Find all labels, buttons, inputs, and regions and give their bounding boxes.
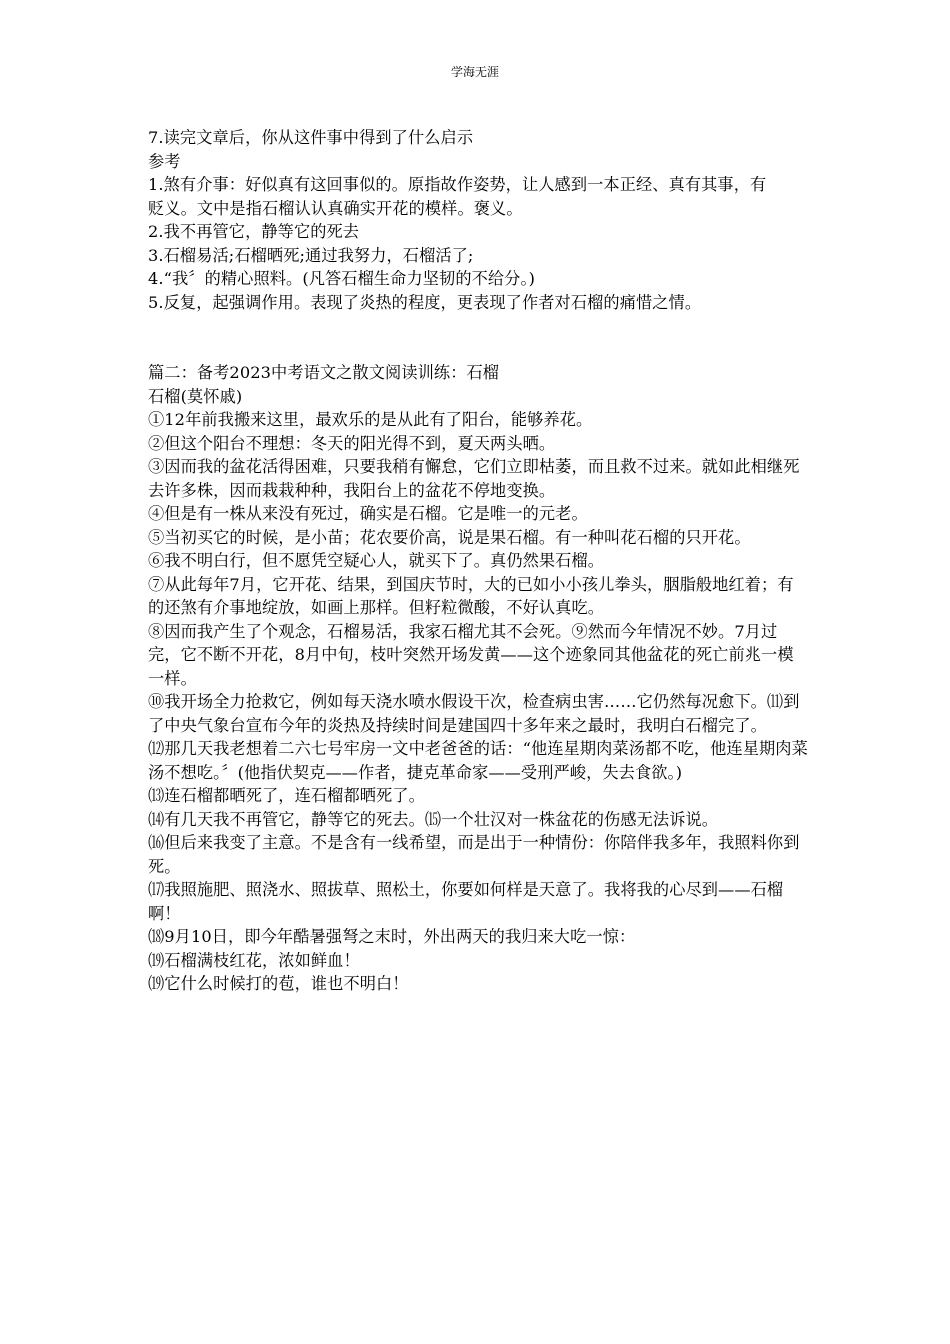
paragraph: ①12年前我搬来这里，最欢乐的是从此有了阳台，能够养花。 [148, 410, 593, 429]
answer-line: 5.反复，起强调作用。表现了炎热的程度，更表现了作者对石榴的痛惜之情。 [148, 292, 702, 312]
section-spacer [148, 314, 808, 361]
paragraph: ⒅9月10日，即今年酷暑强弩之末时，外出两天的我归来大吃一惊： [148, 927, 636, 946]
page-header: 学海无涯 [450, 65, 499, 79]
answer-heading: 参考 [148, 151, 181, 171]
paragraph: ⒀连石榴都晒死了，连石榴都晒死了。 [148, 786, 425, 805]
answer-line: 3.石榴易活;石榴晒死;通过我努力，石榴活了; [148, 245, 474, 265]
paragraph: ④但是有一株从来没有死过，确实是石榴。它是唯一的元老。 [148, 504, 588, 523]
paragraph: ⑤当初买它的时候，是小苗；花农要价高，说是果石榴。有一种叫花石榴的只开花。 [148, 527, 751, 547]
paragraph: ⒆石榴满枝红花，浓如鲜血！ [148, 950, 360, 970]
paragraph: ②但这个阳台不理想：冬天的阳光得不到，夏天两头晒。 [148, 433, 556, 453]
paragraph: ⒆它什么时候打的苞，谁也不明白！ [148, 974, 409, 993]
answer-line: 4.“我〞的精心照料。(凡答石榴生命力坚韧的不给分。) [148, 269, 536, 288]
answer-line: 贬义。文中是指石榴认认真确实开花的模样。褒义。 [148, 198, 523, 218]
paragraph: ⒄我照施肥、照浇水、照拔草、照松土，你要如何样是天意了。我将我的心尽到——石榴啊！ [148, 880, 784, 923]
article-title: 石榴(莫怀戚) [148, 386, 243, 406]
paragraph: ⒁有几天我不再管它，静等它的死去。⒂一个壮汉对一株盆花的伤感无法诉说。 [148, 809, 719, 829]
answer-line: 2.我不再管它，静等它的死去 [148, 222, 360, 241]
answer-line: 1.煞有介事：好似真有这回事似的。原指故作姿势，让人感到一本正经、真有其事，有 [148, 175, 767, 194]
section-title: 篇二：备考2023中考语文之散文阅读训练：石榴 [148, 363, 500, 382]
paragraph: ⑦从此每年7月，它开花、结果，到国庆节时，大的已如小小孩儿拳头，胭脂般地红着；有的还煞有介事地绽放，如画上那样。但籽粒微酸，不好认真吃。 [148, 574, 794, 617]
document-body [148, 126, 808, 996]
paragraph: ⑿那几天我老想着二六七号牢房一文中老爸爸的话：“他连星期肉菜汤都不吃，他连星期肉菜汤不想吃。〞(他指伏契克——作者，捷克革命家——受刑严峻，失去食欲。) [148, 739, 808, 782]
paragraph: ③因而我的盆花活得困难，只要我稍有懈怠，它们立即枯萎，而且救不过来。就如此相继死去许多株，因而栽栽种种，我阳台上的盆花不停地变换。 [148, 457, 800, 500]
paragraph: ⑥我不明白行，但不愿凭空疑心人，就买下了。真仍然果石榴。 [148, 551, 605, 570]
paragraph: ⑧因而我产生了个观念，石榴易活，我家石榴尤其不会死。⑨然而今年情况不妙。7月过完，它不断不开花，8月中旬，枝叶突然开场发黄——这个迹象同其他盆花的死亡前兆一模一样。 [148, 621, 794, 688]
paragraph: ⑩我开场全力抢救它，例如每天浇水喷水假设干次，检查病虫害……它仍然每况愈下。⑾到了中央气象台宣布今年的炎热及持续时间是建国四十多年来之最时，我明白石榴完了。 [148, 692, 800, 735]
paragraph: ⒃但后来我变了主意。不是含有一线希望，而是出于一种情份：你陪伴我多年，我照料你到死。 [148, 833, 800, 876]
question-7: 7.读完文章后，你从这件事中得到了什么启示 [148, 128, 474, 147]
